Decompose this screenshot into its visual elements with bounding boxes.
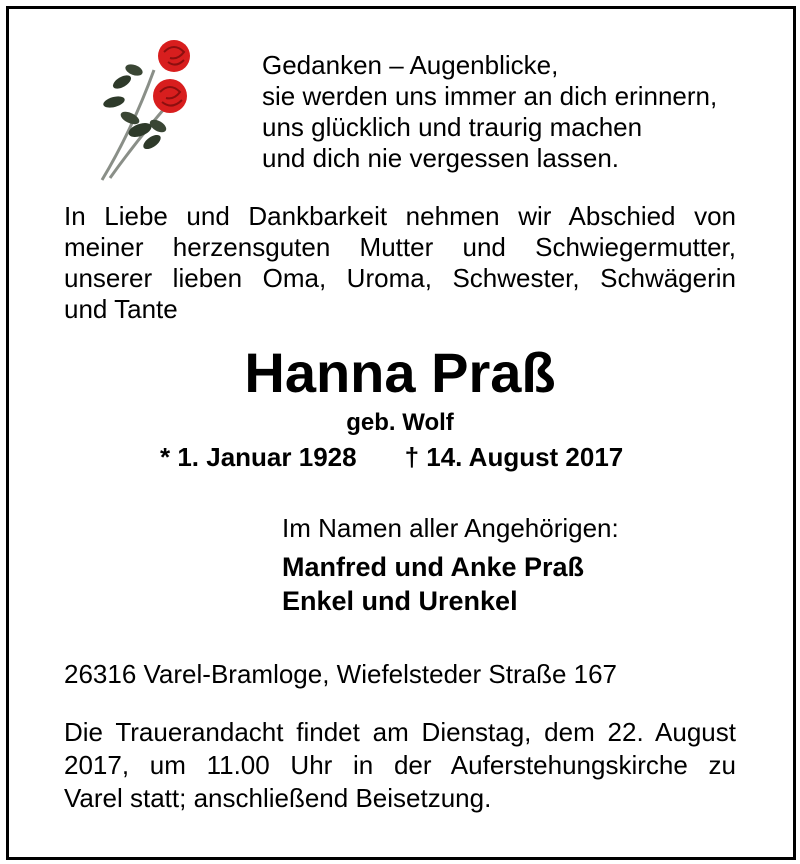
service-line: Varel statt; anschließend Beisetzung. <box>64 783 492 813</box>
intro-line: unserer lieben Oma, Uroma, Schwester, Schwägerin <box>64 263 736 293</box>
poem-line: und dich nie vergessen lassen. <box>262 143 620 173</box>
address: 26316 Varel-Bramloge, Wiefelsteder Straße 167 <box>64 659 618 689</box>
mourners-names <box>282 550 584 618</box>
intro-paragraph <box>64 201 736 325</box>
mourners-intro: Im Namen aller Angehörigen: <box>282 513 619 543</box>
roses-icon <box>92 30 202 185</box>
service-paragraph <box>64 716 736 815</box>
birth-date: * 1. Januar 1928 <box>160 442 357 472</box>
life-dates <box>160 441 623 473</box>
mourners-line: Manfred und Anke Praß <box>282 552 585 582</box>
intro-line: meiner herzensguten Mutter und Schwiegermutter, <box>64 232 736 262</box>
deceased-name: Hanna Praß <box>244 341 556 404</box>
intro-line: und Tante <box>64 294 178 324</box>
maiden-name: geb. Wolf <box>346 409 454 436</box>
mourners-line: Enkel und Urenkel <box>282 586 518 616</box>
intro-line: In Liebe und Dankbarkeit nehmen wir Abschied von <box>64 201 736 231</box>
poem <box>262 50 717 174</box>
poem-line: uns glücklich und traurig machen <box>262 112 643 142</box>
death-date: † 14. August 2017 <box>404 442 624 472</box>
service-line: 2017, um 11.00 Uhr in der Auferstehungskirche zu <box>64 750 736 780</box>
service-line: Die Trauerandacht findet am Dienstag, dem 22. August <box>64 717 736 747</box>
poem-line: sie werden uns immer an dich erinnern, <box>262 81 718 111</box>
poem-line: Gedanken – Augenblicke, <box>262 50 559 80</box>
